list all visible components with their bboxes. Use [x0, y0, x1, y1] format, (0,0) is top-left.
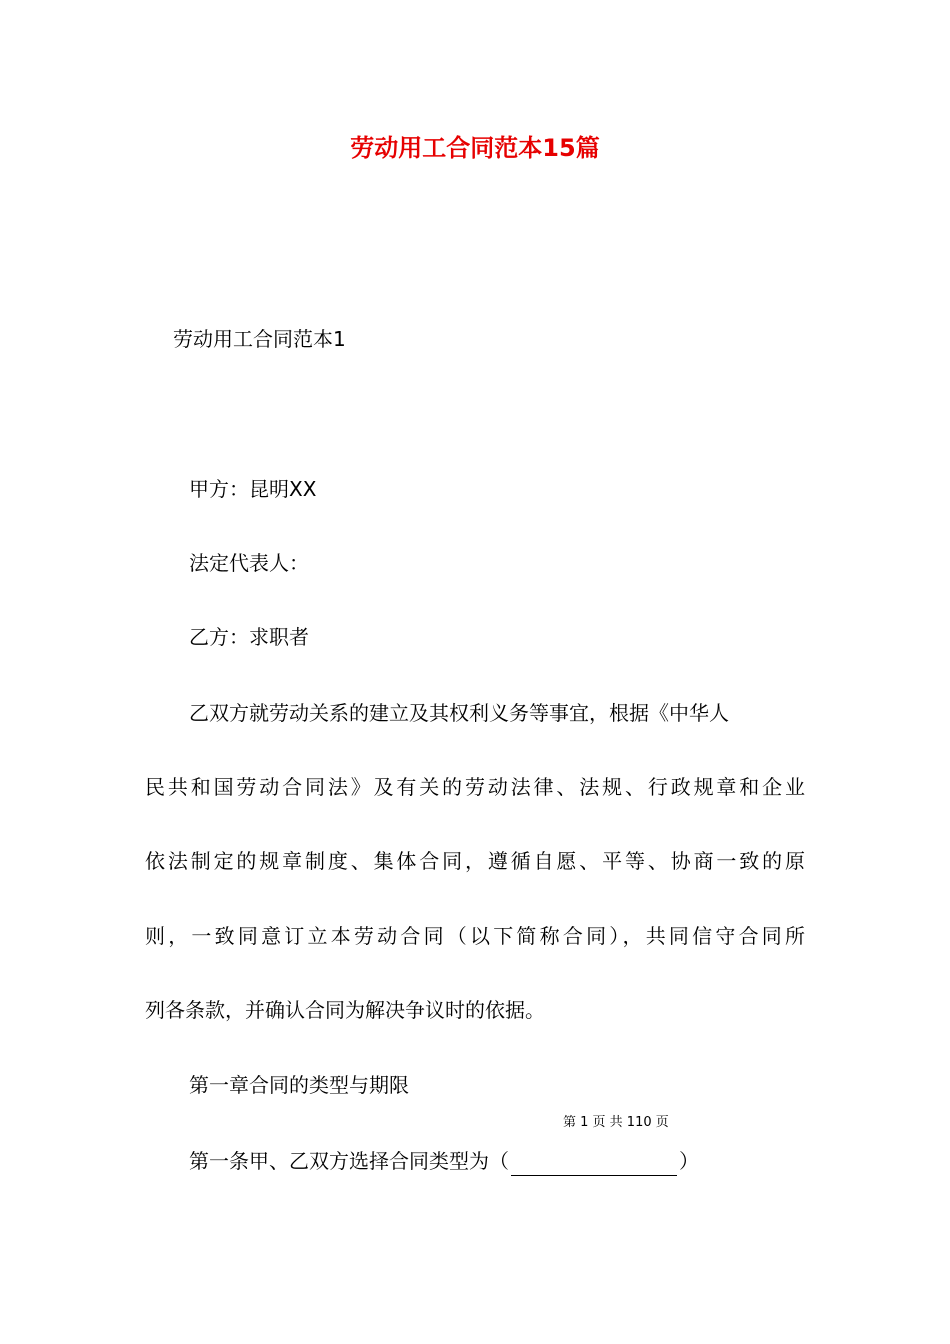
paragraph-line: 乙双方就劳动关系的建立及其权利义务等事宜，根据《中华人	[189, 701, 729, 725]
paragraph-line: 民共和国劳动合同法》及有关的劳动法律、法规、行政规章和企业	[145, 775, 805, 799]
section-heading: 劳动用工合同范本1	[173, 327, 346, 351]
paragraph-line: 依法制定的规章制度、集体合同，遵循自愿、平等、协商一致的原	[145, 849, 805, 873]
page-indicator: 第 1 页 共 110 页	[563, 1115, 669, 1130]
document-title: 劳动用工合同范本15篇	[350, 134, 600, 162]
paragraph-line: 则，一致同意订立本劳动合同（以下简称合同），共同信守合同所	[145, 924, 805, 948]
article-one-line	[189, 1146, 699, 1176]
legal-representative-line: 法定代表人：	[189, 551, 309, 575]
party-a-line: 甲方：昆明XX	[189, 477, 317, 501]
paragraph-line: 列各条款，并确认合同为解决争议时的依据。	[145, 998, 545, 1022]
party-b-line: 乙方：求职者	[189, 625, 309, 649]
contract-type-blank	[511, 1153, 677, 1176]
article-one-prefix: 第一条甲、乙双方选择合同类型为（	[189, 1149, 509, 1173]
article-one-suffix: ）	[679, 1149, 699, 1173]
chapter-heading: 第一章合同的类型与期限	[189, 1073, 409, 1097]
